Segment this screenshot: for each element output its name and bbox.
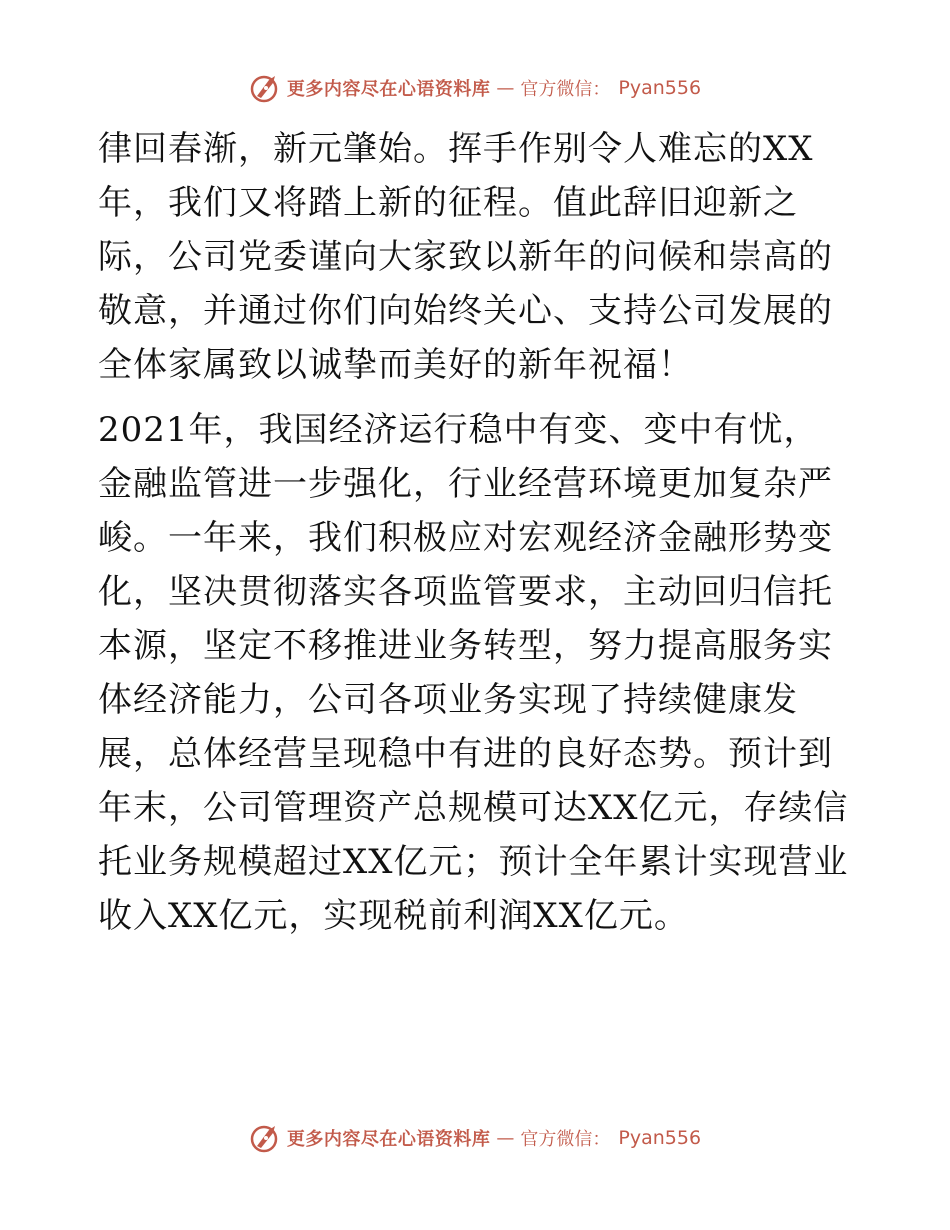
banner-site-text: 更多内容尽在心语资料库	[286, 1129, 491, 1150]
paragraph-review: 2021年，我国经济运行稳中有变、变中有忧，金融监管进一步强化，行业经营环境更加复杂严峻。一年来，我们积极应对宏观经济金融形势变化，坚决贯彻落实各项监管要求，主动回归信托本源，坚定不移推进业务转型，努力提高服务实体经济能力，公司各项业务实现了持续健康发展，总体经营呈现稳中有进的良好态势。预计到年末，公司管理资产总规模可达XX亿元，存续信托业务规模超过XX亿元；预计全年累计实现营业收入XX亿元，实现税前利润XX亿元。	[98, 410, 849, 936]
pen-nib-logo-icon	[249, 1122, 281, 1154]
banner-wechat-id: Pyan556	[618, 1127, 702, 1149]
pen-nib-logo-icon	[249, 72, 281, 104]
footer-banner	[0, 1122, 950, 1154]
banner-site-text: 更多内容尽在心语资料库	[286, 79, 491, 100]
banner-separator: —	[496, 1127, 515, 1149]
banner-wechat-label: 官方微信：	[520, 1129, 611, 1150]
banner-wechat-label: 官方微信：	[520, 79, 611, 100]
document-body	[98, 122, 850, 954]
header-banner	[0, 72, 950, 104]
banner-wechat-id: Pyan556	[618, 77, 702, 99]
paragraph-greeting: 律回春渐，新元肇始。挥手作别令人难忘的XX年，我们又将踏上新的征程。值此辞旧迎新之际，公司党委谨向大家致以新年的问候和崇高的敬意，并通过你们向始终关心、支持公司发展的全体家属致以诚挚而美好的新年祝福！	[98, 129, 833, 385]
banner-separator: —	[496, 77, 515, 99]
